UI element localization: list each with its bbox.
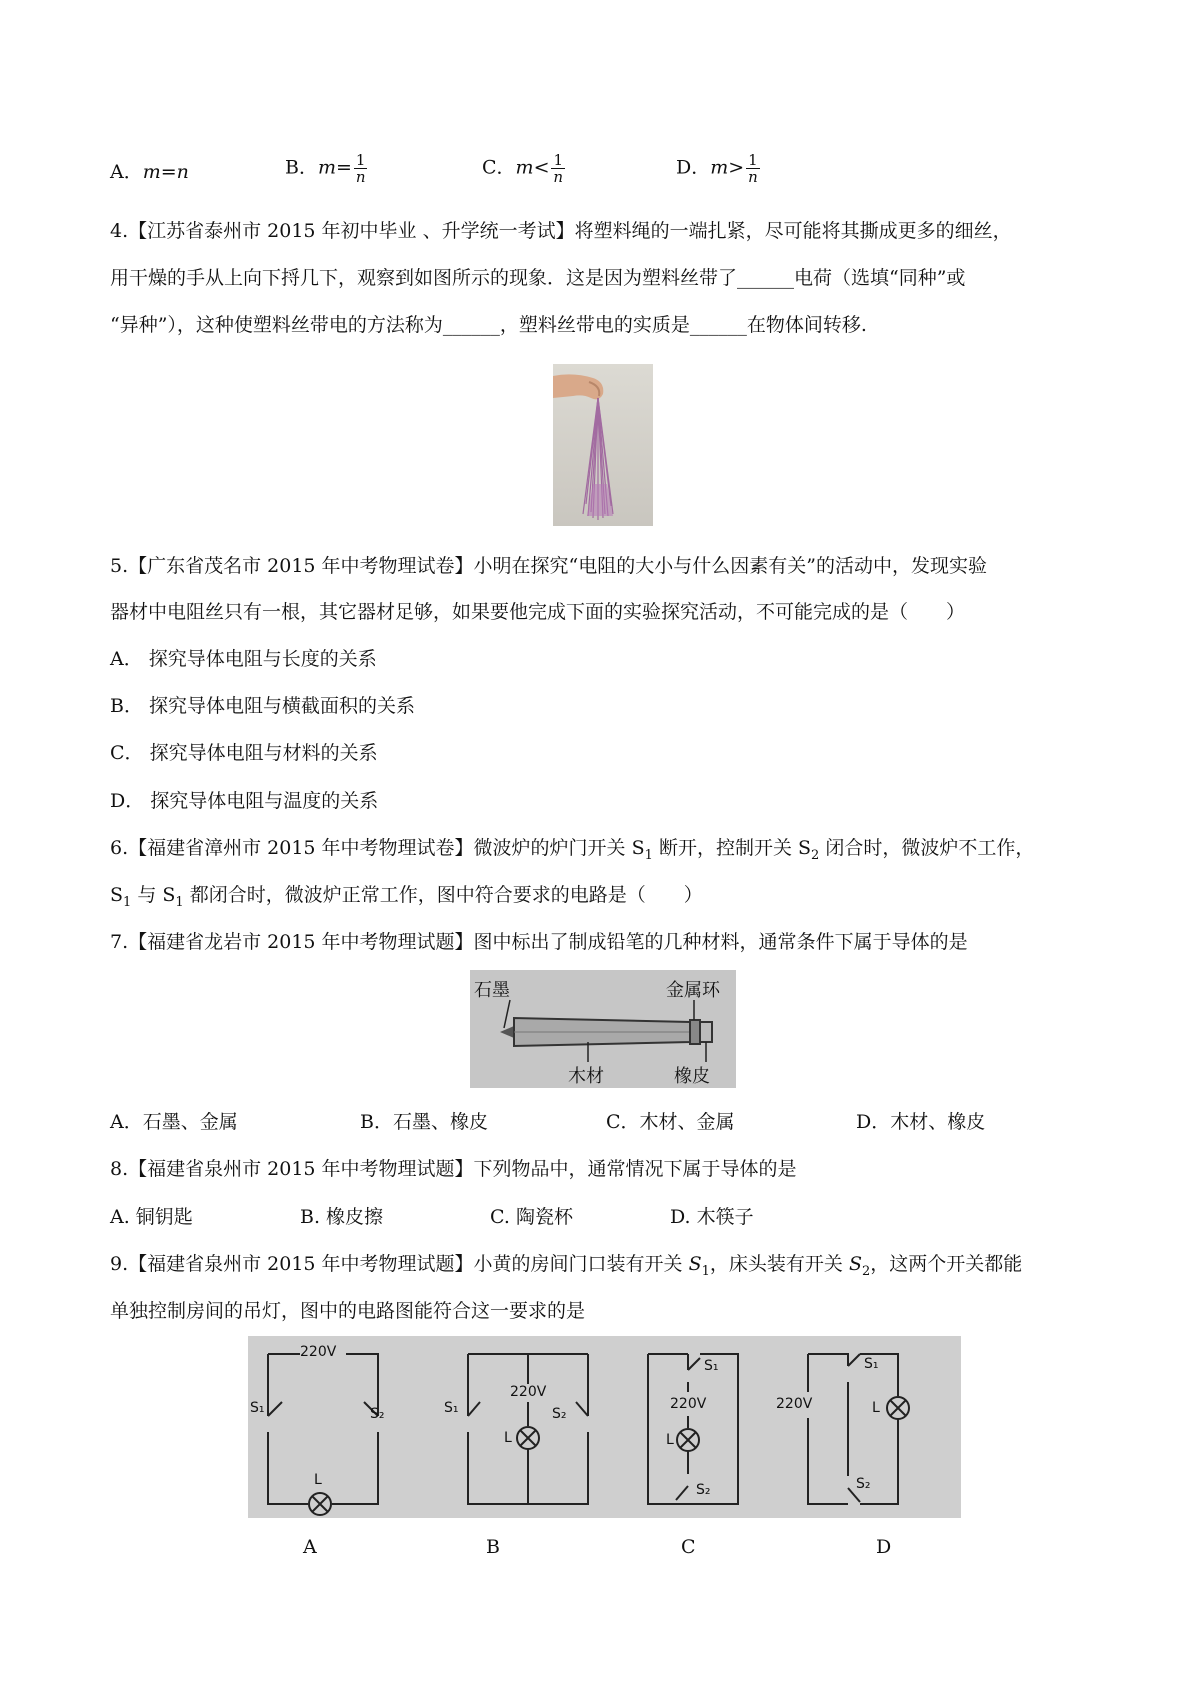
label-graphite: 石墨 [474,980,510,1001]
q5-option-b: B． 探究导体电阻与横截面积的关系 [110,695,416,717]
q4-line-3: “异种”），这种使塑料丝带电的方法称为______，塑料丝带电的实质是______在物体间转移. [110,314,867,336]
circuit-a-s2: S₂ [370,1406,385,1422]
circuit-a-s1: S₁ [250,1400,265,1416]
q7-option-c: C．木材、金属 [606,1111,735,1133]
caption-c: C [681,1536,696,1558]
caption-a: A [303,1536,317,1558]
label-metal-ring: 金属环 [666,980,720,1001]
q3-option-c: C．m< $\frac{1}{n}$ [482,151,564,186]
circuit-c-lamp: L [666,1432,674,1448]
q8-option-b: B. 橡皮擦 [300,1206,384,1228]
q8-option-c: C. 陶瓷杯 [490,1206,573,1228]
q8-option-a: A. 铜钥匙 [110,1206,193,1228]
circuit-d-voltage: 220V [776,1396,813,1412]
caption-d: D [876,1536,892,1558]
q7-option-d: D．木材、橡皮 [856,1111,986,1133]
q3-option-b: B．m= $\frac{1}{n}$ [285,151,366,186]
circuit-a-voltage: 220V [300,1344,337,1360]
circuit-c-s2: S₂ [696,1482,711,1498]
q5-option-d: D． 探究导体电阻与温度的关系 [110,790,379,812]
q7-option-b: B．石墨、橡皮 [360,1111,488,1133]
circuit-b-lamp: L [504,1430,512,1446]
plastic-strands-photo [553,364,653,526]
q5-option-c: C． 探究导体电阻与材料的关系 [110,742,378,764]
circuit-a-lamp: L [314,1472,322,1488]
q9-line-2: 单独控制房间的吊灯，图中的电路图能符合这一要求的是 [110,1300,586,1322]
circuit-b-voltage: 220V [510,1384,547,1400]
circuit-d-s2: S₂ [856,1476,871,1492]
q5-line-1: 5.【广东省茂名市 2015 年中考物理试卷】小明在探究“电阻的大小与什么因素有关”的活动中，发现实验 [110,555,987,577]
label-rubber: 橡皮 [674,1066,710,1087]
q6-line-2: $S_1$ 与 $S_1$ 都闭合时，微波炉正常工作，图中符合要求的电路是（ ） [110,884,703,910]
q3-option-a: A．m=n [110,161,189,183]
q5-option-a: A． 探究导体电阻与长度的关系 [110,648,377,670]
circuit-c-voltage: 220V [670,1396,707,1412]
q8-line-1: 8.【福建省泉州市 2015 年中考物理试题】下列物品中，通常情况下属于导体的是 [110,1158,797,1180]
q7-option-a: A．石墨、金属 [110,1111,238,1133]
q9-line-1: 9.【福建省泉州市 2015 年中考物理试题】小黄的房间门口装有开关 $S_1$，床头装有开关 $S_2$，这两个开关都能 [110,1253,1023,1279]
circuit-figure [248,1336,961,1518]
q5-line-2: 器材中电阻丝只有一根，其它器材足够，如果要他完成下面的实验探究活动，不可能完成的是（ ） [110,601,966,623]
caption-b: B [486,1536,500,1558]
circuit-d-s1: S₁ [864,1356,879,1372]
q7-line-1: 7.【福建省龙岩市 2015 年中考物理试题】图中标出了制成铅笔的几种材料，通常条件下属于导体的是 [110,931,968,953]
q3-option-d: D．m> $\frac{1}{n}$ [676,151,758,186]
q4-line-2: 用干燥的手从上向下捋几下，观察到如图所示的现象．这是因为塑料丝带了______电荷（选填“同种”或 [110,267,966,289]
circuit-b-s1: S₁ [444,1400,459,1416]
q4-line-1: 4.【江苏省泰州市 2015 年初中毕业 、升学统一考试】将塑料绳的一端扎紧，尽可能将其撕成更多的细丝， [110,220,1012,242]
circuit-d-lamp: L [872,1400,880,1416]
pencil-figure [470,970,736,1088]
q8-option-d: D. 木筷子 [670,1206,754,1228]
label-wood: 木材 [568,1066,604,1087]
circuit-b-s2: S₂ [552,1406,567,1422]
circuit-c-s1: S₁ [704,1358,719,1374]
q6-line-1: 6.【福建省漳州市 2015 年中考物理试卷】微波炉的炉门开关 $S_1$ 断开，控制开关 $S_2$ 闭合时，微波炉不工作， [110,837,1035,863]
